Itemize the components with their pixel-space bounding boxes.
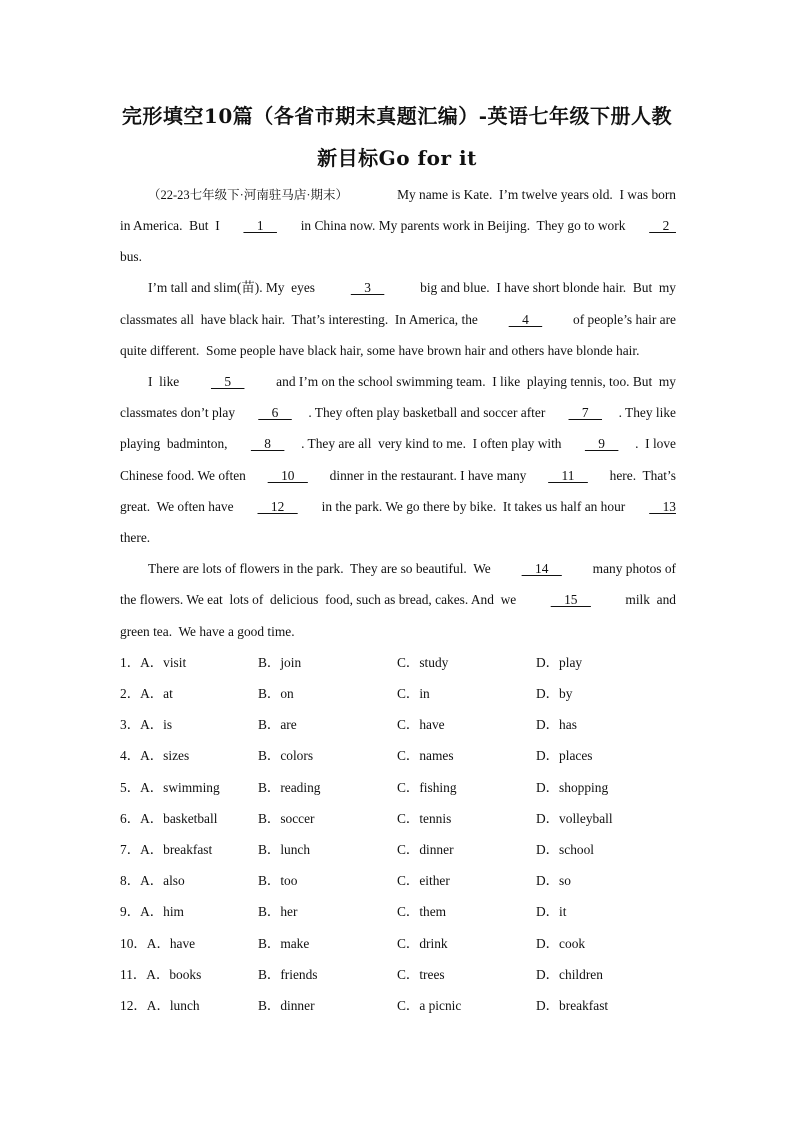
option-d: D．it (536, 904, 567, 919)
question-options-row (120, 653, 680, 673)
option-b: B．join (258, 655, 302, 670)
option-d: D．school (536, 842, 595, 857)
option-a: 7．A．breakfast (120, 842, 213, 857)
blank-4: 4 (508, 312, 543, 327)
passage-line (120, 434, 676, 454)
option-d: D．places (536, 748, 593, 763)
passage-text: many photos of (585, 561, 676, 576)
passage-text: green tea. We have a good time. (120, 624, 295, 639)
option-b: B．make (258, 936, 310, 951)
question-options-row (120, 996, 680, 1016)
passage-text: the flowers. We eat lots of delicious food, such as bread, cakes. And we (120, 592, 523, 607)
option-c: C．either (397, 873, 450, 888)
option-a: 10．A．have (120, 936, 196, 951)
option-c: C．in (397, 686, 430, 701)
passage-line (120, 590, 676, 610)
question-options-row (120, 902, 680, 922)
option-c: C．have (397, 717, 445, 732)
passage-line (120, 622, 676, 642)
passage-text: . They are all very kind to me. I often play with (301, 436, 569, 451)
question-options-row (120, 746, 680, 766)
passage-text: playing badminton, (120, 436, 235, 451)
question-options-row (120, 684, 680, 704)
passage-text: classmates don’t play (120, 405, 242, 420)
option-b: B．too (258, 873, 298, 888)
option-a: 3．A．is (120, 717, 173, 732)
passage-line (148, 372, 676, 392)
option-d: D．play (536, 655, 583, 670)
passage-line (120, 310, 676, 330)
passage-text: in China now. My parents work in Beijing. They go to work (294, 218, 633, 233)
passage-text: dinner in the restaurant. I have many (322, 468, 534, 483)
source-note: （22-23七年级下·河南驻马店·期末） (148, 188, 348, 202)
document-title-line2: 新目标Go for it (317, 146, 477, 170)
passage-text: There are lots of flowers in the park. They are so beautiful. We (148, 561, 498, 576)
option-a: 12．A．lunch (120, 998, 200, 1013)
blank-13: 13 (649, 499, 676, 514)
option-c: C．them (397, 904, 447, 919)
blank-2: 2 (649, 218, 676, 233)
passage-line (148, 278, 676, 298)
option-b: B．are (258, 717, 297, 732)
passage-text: bus. (120, 249, 142, 264)
passage-line (120, 466, 676, 486)
passage-text: in the park. We go there by bike. It takes us half an hour (314, 499, 632, 514)
question-options-row (120, 965, 680, 985)
option-c: C．tennis (397, 811, 452, 826)
passage-text: classmates all have black hair. That’s interesting. In America, the (120, 312, 485, 327)
passage-line (148, 185, 676, 205)
option-b: B．dinner (258, 998, 315, 1013)
passage-line (148, 559, 676, 579)
option-b: B．on (258, 686, 294, 701)
option-d: D．children (536, 967, 603, 982)
option-d: D．cook (536, 936, 586, 951)
option-c: C．names (397, 748, 454, 763)
option-d: D．volleyball (536, 811, 613, 826)
passage-text: . They often play basketball and soccer after (308, 405, 552, 420)
passage-text: I like (148, 374, 186, 389)
passage-text: of people’s hair are (566, 312, 676, 327)
option-d: D．so (536, 873, 571, 888)
option-a: 1．A．visit (120, 655, 187, 670)
passage-text: My name is Kate. I’m twelve years old. I was born (397, 187, 676, 202)
passage-line (120, 216, 676, 236)
blank-8: 8 (250, 436, 285, 451)
option-b: B．colors (258, 748, 314, 763)
option-c: C．fishing (397, 780, 457, 795)
blank-9: 9 (584, 436, 619, 451)
option-b: B．her (258, 904, 298, 919)
blank-15: 15 (550, 592, 591, 607)
passage-text: quite different. Some people have black hair, some have brown hair and others have blonde hair. (120, 343, 640, 358)
blank-3: 3 (350, 280, 385, 295)
passage-text: there. (120, 530, 151, 545)
option-d: D．by (536, 686, 573, 701)
blank-5: 5 (210, 374, 245, 389)
blank-6: 6 (258, 405, 292, 420)
passage-text: I’m tall and slim(苗). My eyes (148, 280, 322, 295)
passage-text: . I love (635, 436, 676, 451)
option-b: B．soccer (258, 811, 315, 826)
passage-text: great. We often have (120, 499, 241, 514)
option-c: C．study (397, 655, 449, 670)
passage-line (120, 528, 676, 548)
passage-text: here. That’s (602, 468, 676, 483)
question-options-row (120, 871, 680, 891)
option-b: B．friends (258, 967, 318, 982)
blank-7: 7 (568, 405, 603, 420)
option-a: 5．A．swimming (120, 780, 220, 795)
question-options-row (120, 809, 680, 829)
option-a: 9．A．him (120, 904, 184, 919)
option-c: C．a picnic (397, 998, 462, 1013)
blank-12: 12 (257, 499, 298, 514)
option-a: 6．A．basketball (120, 811, 218, 826)
option-a: 11．A．books (120, 967, 202, 982)
passage-line (120, 247, 676, 267)
passage-text: milk and (618, 592, 676, 607)
option-c: C．dinner (397, 842, 454, 857)
blank-10: 10 (267, 468, 308, 483)
question-options-row (120, 934, 680, 954)
document-title-line1: 完形填空10篇（各省市期末真题汇编）-英语七年级下册人教 (121, 104, 673, 128)
option-b: B．reading (258, 780, 321, 795)
option-a: 2．A．at (120, 686, 173, 701)
option-d: D．shopping (536, 780, 609, 795)
passage-text: . They like (618, 405, 676, 420)
option-a: 8．A．also (120, 873, 185, 888)
passage-text: Chinese food. We often (120, 468, 253, 483)
option-d: D．breakfast (536, 998, 609, 1013)
passage-line (120, 497, 676, 517)
blank-1: 1 (243, 218, 277, 233)
passage-text: and I’m on the school swimming team. I like playing tennis, too. But my (269, 374, 676, 389)
passage-text: big and blue. I have short blonde hair. But my (413, 280, 676, 295)
passage-text: in America. But I (120, 218, 227, 233)
option-c: C．drink (397, 936, 448, 951)
blank-14: 14 (521, 561, 562, 576)
blank-11: 11 (548, 468, 588, 483)
option-a: 4．A．sizes (120, 748, 190, 763)
option-d: D．has (536, 717, 577, 732)
option-b: B．lunch (258, 842, 311, 857)
question-options-row (120, 715, 680, 735)
question-options-row (120, 778, 680, 798)
question-options-row (120, 840, 680, 860)
option-c: C．trees (397, 967, 445, 982)
passage-line (120, 403, 676, 423)
passage-line (120, 341, 676, 361)
